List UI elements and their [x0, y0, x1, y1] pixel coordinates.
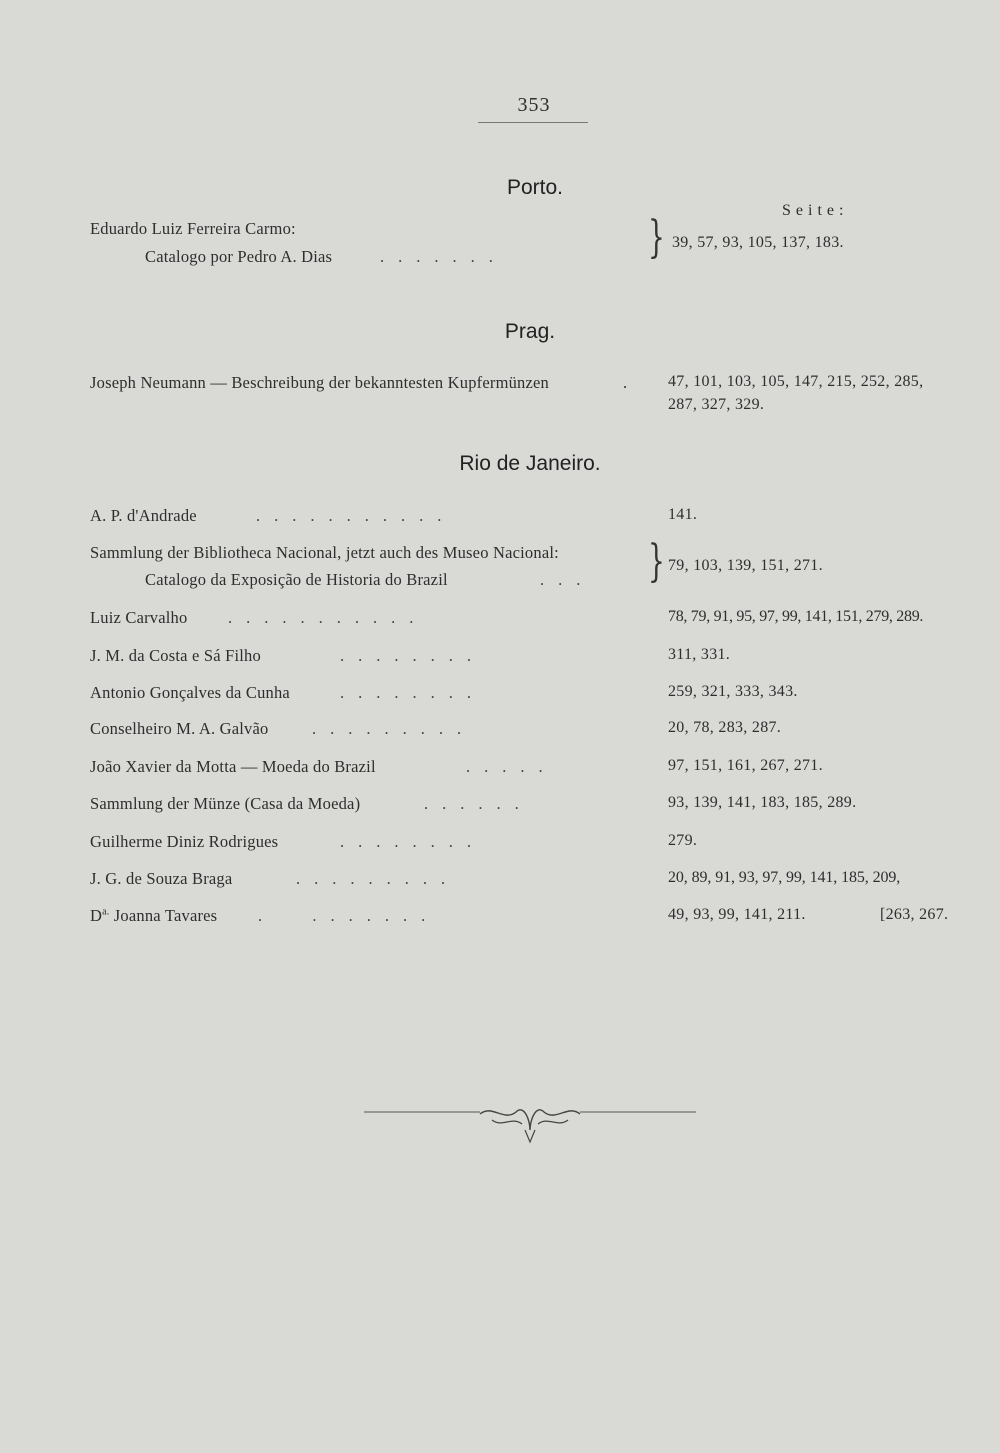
name-superscript: a. [102, 906, 110, 918]
rio-entry-name: Conselheiro M. A. Galvão [90, 719, 269, 738]
rio-entry-numbers: 279. [668, 832, 698, 849]
rio-entry-numbers: 93, 139, 141, 183, 185, 289. [668, 794, 857, 811]
brace-icon: } [648, 536, 665, 587]
leader-dots: ..... [466, 757, 557, 776]
brace-icon: } [648, 212, 665, 263]
prag-page-numbers-line2: 287, 327, 329. [668, 396, 765, 413]
prag-page-numbers-line1: 47, 101, 103, 105, 147, 215, 252, 285, [668, 373, 924, 390]
rio-entry-name: Guilherme Diniz Rodrigues [90, 832, 279, 851]
rio-entry-numbers: 311, 331. [668, 646, 731, 663]
porto-entry-line1: Eduardo Luiz Ferreira Carmo: [90, 219, 296, 238]
leader-dots: ........... [256, 506, 456, 525]
leader-dots: ....... [380, 247, 507, 266]
leader-dots: ........ [340, 683, 485, 702]
section-heading-rio: Rio de Janeiro. [459, 452, 601, 475]
leader-dots: ........... [228, 608, 428, 627]
porto-entry-line2: Catalogo por Pedro A. Dias [145, 247, 333, 266]
porto-page-numbers: 39, 57, 93, 105, 137, 183. [672, 234, 844, 251]
rio-entry-numbers: 20, 78, 283, 287. [668, 719, 782, 736]
seite-label: Seite: [782, 202, 849, 219]
leader-dots: ......... [312, 719, 476, 738]
leader-dots: ... [540, 570, 595, 589]
rio-entry-name-tavares [90, 906, 217, 926]
name-prefix: D [90, 906, 103, 925]
rio-entry-numbers: 49, 93, 99, 141, 211. [668, 906, 806, 923]
prag-entry: Joseph Neumann — Beschreibung der bekanntesten Kupfermünzen [90, 373, 549, 392]
rio-entry-numbers: 97, 151, 161, 267, 271. [668, 757, 823, 774]
leader-dots: ........ [340, 646, 485, 665]
rio-entry-name: A. P. d'Andrade [90, 506, 197, 525]
section-heading-prag: Prag. [504, 320, 556, 343]
rio-entry-name: J. M. da Costa e Sá Filho [90, 646, 261, 665]
rio-entry-name-line1: Sammlung der Bibliotheca Nacional, jetzt auch des Museo Nacional: [90, 543, 559, 562]
leader-dots: ...... [424, 794, 533, 813]
leader-dots: ........ [340, 832, 485, 851]
rio-entry-name: João Xavier da Motta — Moeda do Brazil [90, 757, 376, 776]
rio-entry-name: J. G. de Souza Braga [90, 869, 233, 888]
rio-entry-name: Luiz Carvalho [90, 608, 188, 627]
rio-entry-name: Antonio Gonçalves da Cunha [90, 683, 290, 702]
rio-entry-numbers: 259, 321, 333, 343. [668, 683, 798, 700]
leader-dots: . [623, 373, 628, 392]
rio-entry-numbers: 20, 89, 91, 93, 97, 99, 141, 185, 209, [668, 869, 901, 886]
leader-dots: . ....... [258, 906, 440, 925]
rio-entry-numbers-continuation: [263, 267. [880, 906, 949, 923]
rio-entry-numbers: 79, 103, 139, 151, 271. [668, 557, 823, 574]
name-rest: Joanna Tavares [109, 906, 218, 925]
rio-entry-numbers: 141. [668, 506, 698, 523]
leader-dots: ......... [296, 869, 460, 888]
rio-entry-name-line2: Catalogo da Exposição de Historia do Brazil [145, 570, 448, 589]
page-number-rule [478, 122, 588, 123]
page-number: 353 [517, 94, 551, 116]
rio-entry-name: Sammlung der Münze (Casa da Moeda) [90, 794, 361, 813]
section-heading-porto: Porto. [506, 176, 564, 199]
rio-entry-numbers: 78, 79, 91, 95, 97, 99, 141, 151, 279, 289. [668, 608, 924, 625]
ornament-divider [360, 1100, 700, 1150]
